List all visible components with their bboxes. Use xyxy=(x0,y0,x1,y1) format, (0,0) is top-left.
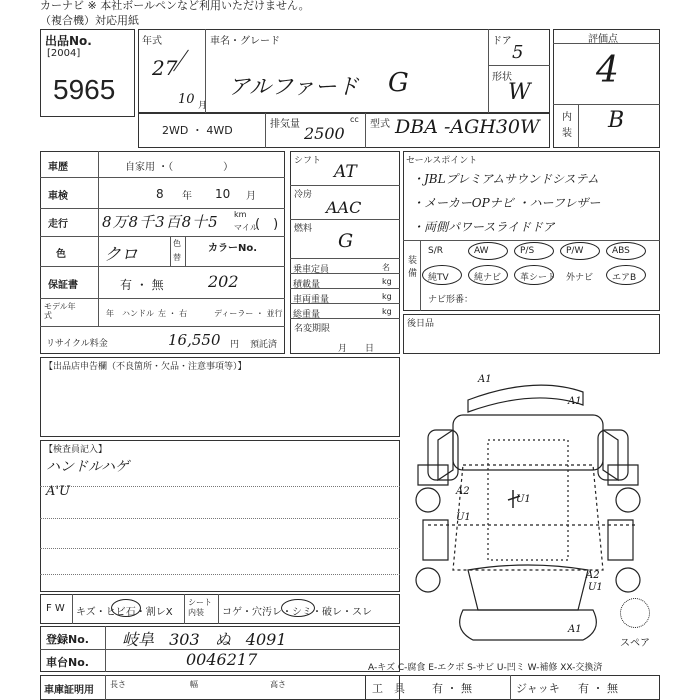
circle-mark xyxy=(514,265,557,285)
length-label: 長さ xyxy=(110,680,126,689)
mileage-label: 走行 xyxy=(48,219,68,230)
fw-label: F W xyxy=(46,603,65,614)
recycle-status: 預託済 xyxy=(250,340,278,350)
capacity-unit: 名 xyxy=(382,263,390,272)
sales-point-2: ・メーカーOPナビ ・ハーフレザー xyxy=(412,196,601,210)
weight-label: 車両重量 xyxy=(293,295,330,305)
listing-number: 5965 xyxy=(53,74,116,105)
year-unit: 年 xyxy=(182,191,192,202)
height-label: 高さ xyxy=(270,680,286,689)
door-label: ドア xyxy=(492,36,512,47)
change-label: 名変期限 xyxy=(294,324,331,334)
color-value: クロ xyxy=(104,245,138,265)
damage-mark: A2 xyxy=(456,486,470,497)
damage-mark: A1 xyxy=(478,374,492,385)
car-rear-window xyxy=(453,415,603,470)
displacement-label: 排気量 xyxy=(270,119,300,130)
inspection-month: 10 xyxy=(215,187,231,201)
later-box xyxy=(403,314,660,354)
shape-value: W xyxy=(508,80,531,105)
sales-point-1: ・JBLプレミアムサウンドシステム xyxy=(412,172,599,186)
fuel-value: G xyxy=(338,230,354,252)
ac-label: 冷房 xyxy=(294,190,313,200)
model-label: 型式 xyxy=(370,119,390,130)
circle-mark xyxy=(422,265,462,285)
equipment-option: P/S xyxy=(520,246,535,256)
color-label: 色 xyxy=(56,249,66,260)
tools-value: 有 ・ 無 xyxy=(432,682,472,695)
seat-text: コゲ・穴汚レ・シミ・破レ・スレ xyxy=(222,607,372,618)
year-value: 27 xyxy=(152,56,178,80)
sales-label: セールスポイント xyxy=(406,156,478,166)
color-change-2: 替 xyxy=(173,253,181,262)
spare-label: スペア xyxy=(620,638,650,649)
jack-label: ジャッキ xyxy=(516,682,560,695)
equipment-option: AW xyxy=(474,246,489,256)
shift-value: AT xyxy=(334,162,357,182)
equipment-option: 純TV xyxy=(428,273,449,283)
circle-mark xyxy=(606,242,646,260)
tools-label: 工 具 xyxy=(372,682,405,695)
car-side-doors xyxy=(423,520,633,560)
warranty-value: 有 ・ 無 xyxy=(120,278,164,292)
dealer-label: ディーラー ・ 並行 xyxy=(214,309,283,318)
model-year-unit: 年 xyxy=(106,309,114,318)
load-unit: kg xyxy=(382,277,392,286)
circle-mark xyxy=(468,265,508,285)
car-wheel xyxy=(416,568,440,592)
year-label: 年式 xyxy=(142,36,162,47)
inspector-line-2: A'U xyxy=(46,484,70,499)
month-unit: 月 xyxy=(198,101,208,111)
equipment-option: エアB xyxy=(612,273,637,283)
month-value: 10 xyxy=(178,92,195,107)
damage-mark: U1 xyxy=(516,494,531,505)
year-stamp: [2004] xyxy=(47,48,81,59)
cc-unit: cc xyxy=(350,115,359,124)
jack-value: 有 ・ 無 xyxy=(578,682,618,695)
total-label: 総重量 xyxy=(293,310,321,320)
recycle-label: リサイクル料金 xyxy=(46,339,108,349)
spare-tire-icon xyxy=(620,598,650,628)
fuel-label: 燃料 xyxy=(294,224,313,234)
car-wheel xyxy=(616,488,640,512)
weight-unit: kg xyxy=(382,292,392,301)
equipment-option: P/W xyxy=(566,246,584,256)
circle-mark xyxy=(281,599,315,617)
color-change-1: 色 xyxy=(173,239,181,248)
capacity-label: 乗車定員 xyxy=(293,265,330,275)
car-windshield xyxy=(468,565,588,610)
form-type: （複合機）対応用紙 xyxy=(40,14,139,27)
interior-grade: B xyxy=(608,108,625,133)
mileage-value: 8万8千3百8十5 xyxy=(102,213,219,231)
shape-label: 形状 xyxy=(492,72,512,83)
car-wheel xyxy=(416,488,440,512)
inspection-label: 車検 xyxy=(48,191,68,202)
circle-mark xyxy=(560,242,600,260)
listing-number-box xyxy=(40,29,135,117)
cert-label: 車庫証明用 xyxy=(44,685,94,696)
reg-value: 岐阜 303 ぬ 4091 xyxy=(122,630,287,649)
warranty-label: 保証書 xyxy=(48,280,78,291)
recycle-value: 16,550 xyxy=(168,331,221,349)
equipment-option: ABS xyxy=(612,246,630,256)
history-value: 自家用 ・（ ） xyxy=(125,162,234,173)
rating-label: 評価点 xyxy=(588,34,618,45)
damage-mark: U1 xyxy=(456,512,471,523)
km-unit: km xyxy=(234,210,247,219)
interior-label-2: 装 xyxy=(562,128,572,139)
equipment-option: 純ナビ xyxy=(474,273,502,283)
mileage-bracket: ( ) xyxy=(255,217,279,232)
model-year-label: モデル年式 xyxy=(44,302,76,320)
fw-text: キズ・ヒビ石・割レX xyxy=(76,607,173,618)
inspector-line-1: ハンドルハゲ xyxy=(46,459,130,475)
colorno-value: 202 xyxy=(208,272,239,291)
vehicle-name: アルファード xyxy=(228,75,359,100)
shift-label: シフト xyxy=(294,156,322,166)
chassis-label: 車台No. xyxy=(46,656,89,669)
load-label: 積載量 xyxy=(293,280,321,290)
door-value: 5 xyxy=(512,42,524,63)
equipment-label: 装備 xyxy=(408,256,418,279)
car-mirrors xyxy=(438,430,618,480)
car-rear-spoiler xyxy=(468,385,583,412)
inspector-label: 【検査員記入】 xyxy=(44,445,108,455)
colorno-label: カラーNo. xyxy=(208,243,258,254)
inspection-year: 8 xyxy=(156,187,164,201)
damage-legend: A-キズ C-腐食 E-エクボ S-サビ U-凹ミ W-補修 XX-交換済 xyxy=(368,663,603,673)
sales-point-3: ・両側パワースライドドア xyxy=(412,220,555,234)
chassis-value: 0046217 xyxy=(186,650,258,669)
change-unit: 月日 xyxy=(338,344,393,354)
interior-label-1: 内 xyxy=(562,112,572,123)
handle-value: 左 ・ 右 xyxy=(158,309,188,318)
circle-mark xyxy=(468,242,508,260)
rating-score: 4 xyxy=(596,50,619,91)
equipment-option: 外ナビ xyxy=(566,273,594,283)
month-unit-2: 月 xyxy=(246,191,256,202)
car-roof xyxy=(453,465,603,570)
displacement-value: 2500 xyxy=(304,124,345,143)
handle-label: ハンドル xyxy=(122,309,154,318)
car-wheel xyxy=(616,568,640,592)
circle-mark xyxy=(606,265,646,285)
circle-mark xyxy=(514,242,554,260)
car-bumper-corners xyxy=(418,465,638,485)
mile-unit: マイル xyxy=(234,223,258,232)
navi-label: ナビ形番： xyxy=(428,295,474,305)
damage-mark: U1 xyxy=(588,582,603,593)
grade: G xyxy=(388,68,409,98)
reg-label: 登録No. xyxy=(46,633,89,646)
seller-report-label: 【出品店申告欄（不良箇所・欠品・注意事項等）】 xyxy=(44,362,247,372)
circle-mark xyxy=(111,599,141,617)
total-unit: kg xyxy=(382,307,392,316)
width-label: 幅 xyxy=(190,680,198,689)
name-label: 車名・グレード xyxy=(210,36,280,47)
equipment-option: 革シート xyxy=(520,273,557,283)
garage-row xyxy=(40,675,400,700)
recycle-unit: 円 xyxy=(230,340,240,350)
equipment-option: S/R xyxy=(428,246,443,256)
model-value: DBA -AGH30W xyxy=(395,116,540,138)
later-label: 後日品 xyxy=(407,319,435,329)
header-top-text: カーナビ ※ 本社ボールペンなど利用いただけません。 xyxy=(40,0,310,12)
damage-mark: A1 xyxy=(568,624,582,635)
damage-mark: A2 xyxy=(586,570,600,581)
ac-value: AAC xyxy=(326,198,362,217)
seat-label: シート内装 xyxy=(188,598,212,617)
drive-type: 2WD ・ 4WD xyxy=(162,124,233,137)
damage-mark: A1 xyxy=(568,396,582,407)
history-label: 車歴 xyxy=(48,162,68,173)
listing-prefix: 出品No. xyxy=(45,34,92,48)
